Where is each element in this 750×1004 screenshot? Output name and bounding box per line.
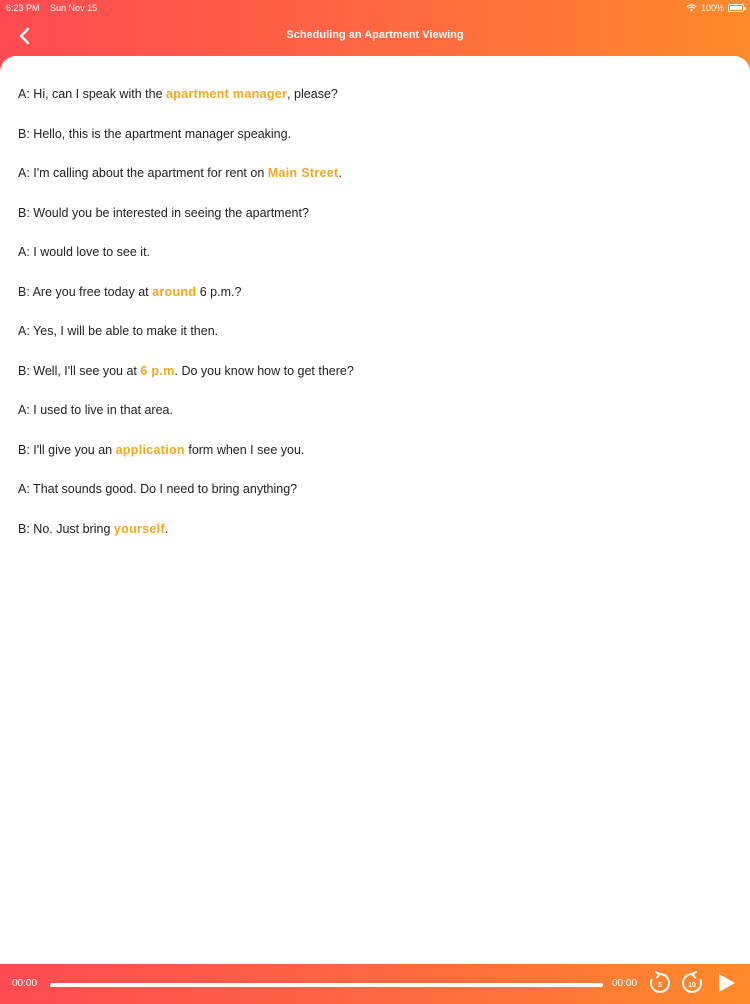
line-text: Yes, I will be able to make it then. (29, 324, 219, 338)
line-text: Well, I'll see you at (29, 363, 141, 378)
line-text: I used to live in that area. (29, 403, 173, 417)
nav-bar (0, 16, 750, 56)
play-button[interactable] (714, 970, 740, 996)
line-text: Hi, can I speak with the (29, 87, 166, 101)
dialogue-line (18, 126, 291, 142)
speaker-label: B: (18, 442, 30, 457)
line-text: Hello, this is the apartment manager speaking. (29, 126, 292, 141)
line-text: I'll give you an (29, 442, 116, 457)
vocab-highlight[interactable]: application (115, 442, 185, 457)
current-time: 00:00 (12, 978, 38, 989)
line-text: Are you free today at (29, 284, 153, 299)
status-time: 6:23 PM (6, 3, 40, 13)
line-text-after: . (164, 521, 169, 536)
speaker-label: B: (18, 521, 30, 536)
dialogue-line (18, 442, 304, 458)
dialogue-line (18, 244, 150, 260)
line-text-after: . (338, 166, 342, 180)
vocab-highlight[interactable]: Main Street (267, 166, 339, 180)
battery-icon (728, 4, 744, 12)
status-left (6, 0, 105, 16)
line-text: Would you be interested in seeing the apartment? (29, 205, 309, 220)
dialogue-line (18, 165, 342, 181)
speaker-label: B: (18, 363, 30, 378)
dialogue-line (18, 205, 309, 221)
dialogue-line (18, 363, 354, 379)
line-text-after: 6 p.m.? (196, 284, 242, 299)
line-text-after: . Do you know how to get there? (174, 363, 354, 378)
dialogue-line (18, 86, 338, 102)
speaker-label: A: (18, 87, 30, 101)
forward-10-icon (679, 970, 705, 996)
play-icon (714, 970, 740, 996)
dialogue-line (18, 402, 173, 418)
dialogue-line (18, 521, 168, 537)
line-text: I would love to see it. (29, 245, 151, 259)
speaker-label: B: (18, 284, 30, 299)
total-time: 00:00 (612, 978, 638, 989)
page-title: Scheduling an Apartment Viewing (286, 29, 464, 41)
rewind-seconds: 5 (658, 982, 662, 989)
rewind-5-icon (647, 970, 673, 996)
speaker-label: B: (18, 126, 30, 141)
rewind-button[interactable] (647, 970, 673, 996)
vocab-highlight[interactable]: yourself (113, 521, 165, 536)
dialogue-card (0, 56, 750, 964)
forward-seconds: 10 (688, 982, 696, 989)
vocab-highlight[interactable]: apartment manager (166, 87, 288, 101)
status-bar (0, 0, 750, 16)
speaker-label: A: (18, 403, 30, 417)
status-right (686, 0, 724, 16)
line-text: I'm calling about the apartment for rent on (29, 166, 268, 180)
speaker-label: A: (18, 245, 30, 259)
line-text: That sounds good. Do I need to bring anything? (29, 482, 298, 496)
line-text-after: , please? (287, 87, 338, 101)
forward-button[interactable] (679, 970, 705, 996)
line-text-after: form when I see you. (184, 442, 305, 457)
speaker-label: A: (18, 482, 30, 496)
dialogue-line (18, 323, 218, 339)
progress-track[interactable] (50, 983, 603, 987)
wifi-icon (686, 4, 697, 12)
speaker-label: B: (18, 205, 30, 220)
audio-player (0, 964, 750, 1000)
line-text: No. Just bring (29, 521, 114, 536)
speaker-label: A: (18, 166, 30, 180)
battery-percent: 100% (700, 3, 724, 13)
dialogue-line (18, 481, 297, 497)
vocab-highlight[interactable]: 6 p.m (140, 363, 175, 378)
speaker-label: A: (18, 324, 30, 338)
vocab-highlight[interactable]: around (152, 284, 197, 299)
dialogue-line (18, 284, 241, 300)
status-date: Sun Nov 15 (50, 3, 98, 13)
